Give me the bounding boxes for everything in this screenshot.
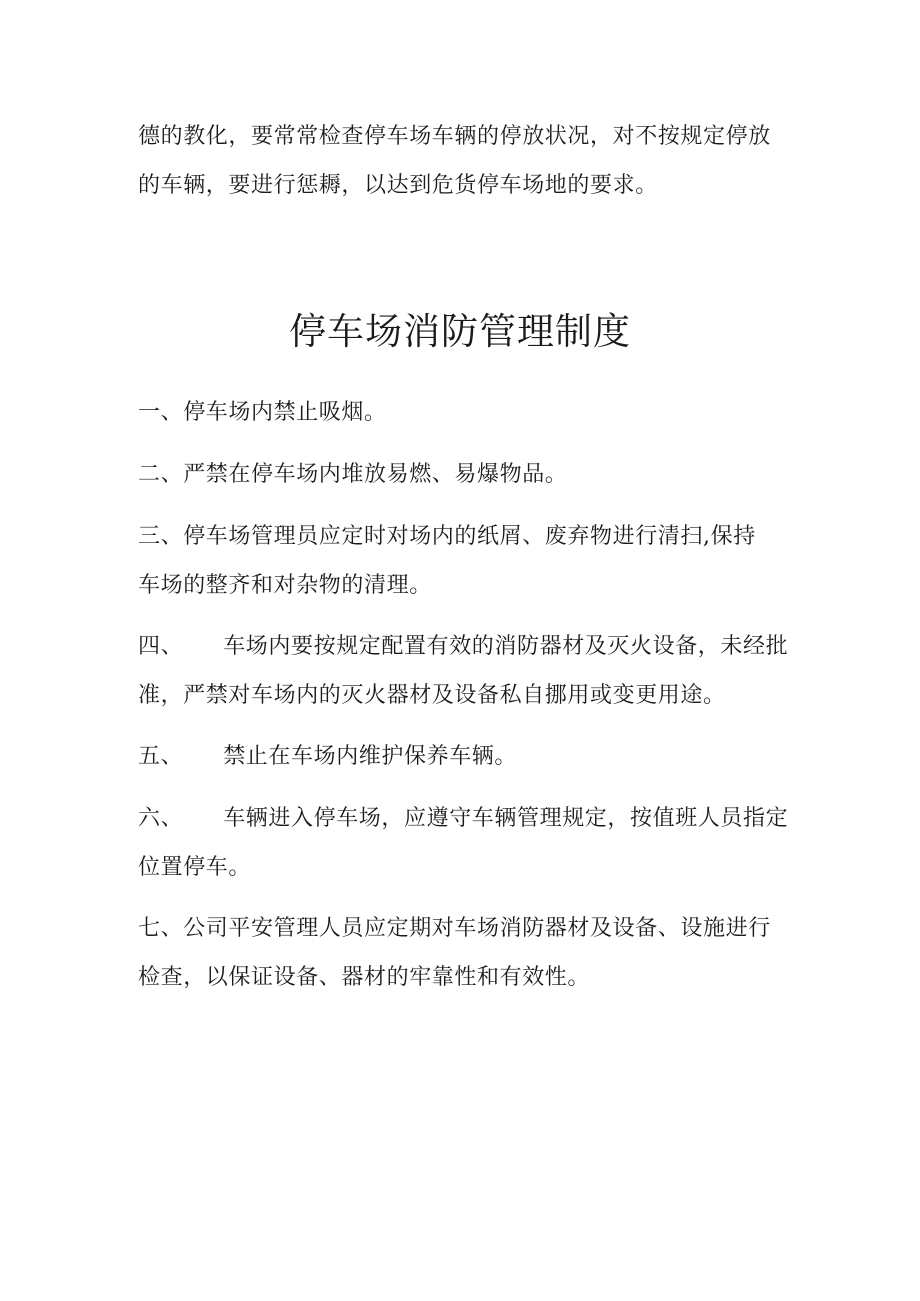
item-text-line: 停车场管理员应定时对场内的纸屑、废弃物进行清扫,保持 [183, 524, 756, 549]
item-number: 四、 [138, 634, 184, 659]
item-number: 五、 [138, 744, 184, 769]
page-title: 停车场消防管理制度 [289, 310, 631, 353]
item-3 [138, 512, 788, 610]
item-2 [138, 450, 788, 499]
item-number: 七、 [138, 916, 184, 941]
item-number: 一、 [138, 400, 184, 425]
item-7 [138, 904, 788, 1002]
item-number: 六、 [138, 806, 184, 831]
item-text-line: 公司平安管理人员应定期对车场消防器材及设备、设施进行 [183, 916, 771, 941]
item-6 [138, 794, 788, 892]
item-text-line: 检查，以保证设备、器材的牢靠性和有效性。 [138, 965, 591, 990]
intro-paragraph [138, 112, 788, 210]
item-text-line: 严禁在停车场内堆放易燃、易爆物品。 [183, 462, 568, 487]
intro-line-2: 的车辆，要进行惩耨，以达到危货停车场地的要求。 [138, 173, 658, 198]
intro-line-1: 德的教化，要常常检查停车场车辆的停放状况，对不按规定停放 [138, 124, 771, 149]
item-text-line: 车辆进入停车场，应遵守车辆管理规定，按值班人员指定 [223, 806, 789, 831]
item-number: 三、 [138, 524, 184, 549]
item-text-line: 车场的整齐和对杂物的清理。 [138, 573, 432, 598]
item-text-line: 停车场内禁止吸烟。 [183, 400, 387, 425]
item-text-line: 位置停车。 [138, 855, 252, 880]
item-number: 二、 [138, 462, 184, 487]
item-text-line: 禁止在车场内维护保养车辆。 [223, 744, 518, 769]
item-1 [138, 388, 788, 437]
item-5 [138, 732, 788, 781]
item-text-line: 准，严禁对车场内的灭火器材及设备私自挪用或变更用途。 [138, 683, 726, 708]
item-text-line: 车场内要按规定配置有效的消防器材及灭火设备，未经批 [223, 634, 789, 659]
item-4 [138, 622, 788, 720]
